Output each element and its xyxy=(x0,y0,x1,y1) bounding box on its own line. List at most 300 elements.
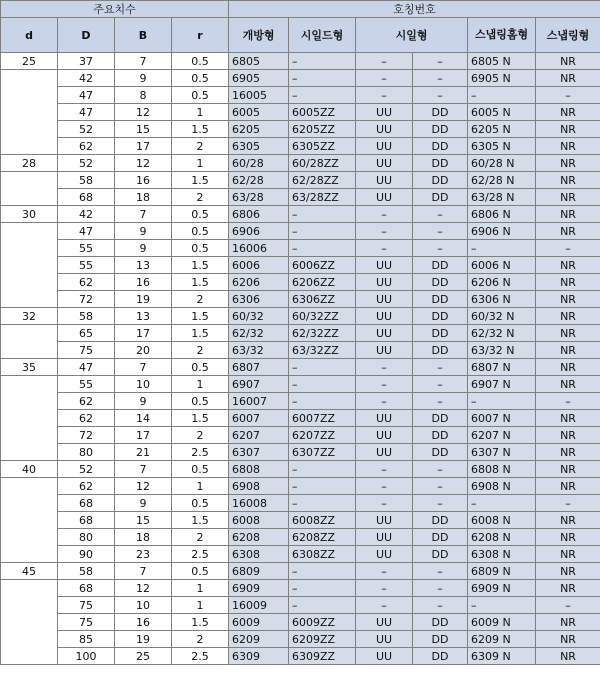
col-header-B: B xyxy=(115,18,172,53)
table-row xyxy=(1,546,600,563)
table-row xyxy=(1,410,600,427)
cell-snap-groove: 60/28 N xyxy=(468,155,536,172)
cell-seal-dd: DD xyxy=(413,648,468,665)
cell-B: 7 xyxy=(115,53,172,70)
cell-snap-ring: NR xyxy=(536,274,600,291)
cell-D: 75 xyxy=(58,614,115,631)
cell-seal-dd: – xyxy=(413,580,468,597)
cell-seal-uu: – xyxy=(356,87,413,104)
table-row xyxy=(1,155,600,172)
cell-D: 52 xyxy=(58,155,115,172)
cell-D: 62 xyxy=(58,478,115,495)
cell-B: 16 xyxy=(115,172,172,189)
cell-seal-dd: DD xyxy=(413,427,468,444)
cell-r: 2 xyxy=(172,631,229,648)
cell-shield: 63/28ZZ xyxy=(289,189,356,206)
table-row xyxy=(1,291,600,308)
cell-seal-dd: – xyxy=(413,53,468,70)
cell-open: 6905 xyxy=(229,70,289,87)
cell-open: 63/32 xyxy=(229,342,289,359)
cell-snap-groove: 6008 N xyxy=(468,512,536,529)
cell-seal-dd: DD xyxy=(413,546,468,563)
cell-seal-uu: – xyxy=(356,478,413,495)
cell-open: 6007 xyxy=(229,410,289,427)
cell-seal-uu: – xyxy=(356,580,413,597)
cell-shield: – xyxy=(289,206,356,223)
cell-snap-ring: NR xyxy=(536,53,600,70)
cell-seal-dd: – xyxy=(413,495,468,512)
cell-r: 1 xyxy=(172,376,229,393)
cell-open: 16006 xyxy=(229,240,289,257)
cell-shield: – xyxy=(289,70,356,87)
cell-snap-ring: NR xyxy=(536,257,600,274)
cell-seal-dd: DD xyxy=(413,308,468,325)
cell-B: 8 xyxy=(115,87,172,104)
cell-r: 1.5 xyxy=(172,325,229,342)
cell-seal-uu: UU xyxy=(356,308,413,325)
cell-snap-ring: NR xyxy=(536,155,600,172)
cell-D: 68 xyxy=(58,580,115,597)
cell-D: 100 xyxy=(58,648,115,665)
cell-seal-dd: – xyxy=(413,87,468,104)
cell-seal-dd: DD xyxy=(413,512,468,529)
cell-B: 9 xyxy=(115,495,172,512)
cell-shield: 62/32ZZ xyxy=(289,325,356,342)
cell-D: 68 xyxy=(58,189,115,206)
cell-r: 2 xyxy=(172,529,229,546)
cell-B: 13 xyxy=(115,257,172,274)
cell-snap-groove: – xyxy=(468,240,536,257)
header-group-row xyxy=(1,1,600,18)
cell-B: 18 xyxy=(115,529,172,546)
cell-r: 2 xyxy=(172,342,229,359)
cell-D: 72 xyxy=(58,427,115,444)
col-header-seal: 시일형 xyxy=(356,18,468,53)
cell-D: 62 xyxy=(58,274,115,291)
cell-snap-ring: – xyxy=(536,393,600,410)
cell-d: 40 xyxy=(1,461,58,478)
cell-seal-uu: UU xyxy=(356,427,413,444)
cell-open: 6807 xyxy=(229,359,289,376)
cell-D: 58 xyxy=(58,172,115,189)
cell-snap-groove: 63/28 N xyxy=(468,189,536,206)
cell-open: 6205 xyxy=(229,121,289,138)
table-row xyxy=(1,138,600,155)
cell-r: 2 xyxy=(172,138,229,155)
cell-snap-groove: 62/32 N xyxy=(468,325,536,342)
cell-seal-dd: – xyxy=(413,376,468,393)
cell-d: 32 xyxy=(1,308,58,325)
cell-r: 0.5 xyxy=(172,53,229,70)
table-row xyxy=(1,240,600,257)
cell-shield: – xyxy=(289,563,356,580)
cell-B: 10 xyxy=(115,376,172,393)
cell-seal-uu: UU xyxy=(356,444,413,461)
cell-r: 1.5 xyxy=(172,121,229,138)
cell-B: 15 xyxy=(115,512,172,529)
cell-D: 62 xyxy=(58,393,115,410)
cell-snap-ring: NR xyxy=(536,444,600,461)
cell-snap-groove: 6305 N xyxy=(468,138,536,155)
cell-B: 19 xyxy=(115,631,172,648)
cell-seal-uu: – xyxy=(356,597,413,614)
cell-B: 12 xyxy=(115,478,172,495)
cell-seal-dd: DD xyxy=(413,274,468,291)
cell-seal-uu: UU xyxy=(356,274,413,291)
cell-open: 60/28 xyxy=(229,155,289,172)
cell-B: 14 xyxy=(115,410,172,427)
cell-open: 6308 xyxy=(229,546,289,563)
cell-B: 25 xyxy=(115,648,172,665)
cell-shield: – xyxy=(289,580,356,597)
cell-open: 6009 xyxy=(229,614,289,631)
cell-D: 90 xyxy=(58,546,115,563)
cell-B: 12 xyxy=(115,155,172,172)
cell-D: 75 xyxy=(58,342,115,359)
cell-r: 0.5 xyxy=(172,87,229,104)
cell-shield: 6208ZZ xyxy=(289,529,356,546)
cell-shield: 6205ZZ xyxy=(289,121,356,138)
cell-open: 63/28 xyxy=(229,189,289,206)
cell-snap-ring: NR xyxy=(536,206,600,223)
cell-seal-dd: DD xyxy=(413,155,468,172)
cell-B: 9 xyxy=(115,70,172,87)
cell-snap-groove: 6908 N xyxy=(468,478,536,495)
cell-B: 9 xyxy=(115,240,172,257)
cell-snap-ring: NR xyxy=(536,138,600,155)
cell-D: 47 xyxy=(58,87,115,104)
cell-B: 17 xyxy=(115,427,172,444)
cell-B: 7 xyxy=(115,359,172,376)
cell-seal-uu: – xyxy=(356,495,413,512)
cell-snap-groove: 6009 N xyxy=(468,614,536,631)
cell-B: 9 xyxy=(115,223,172,240)
cell-open: 6005 xyxy=(229,104,289,121)
cell-r: 2 xyxy=(172,189,229,206)
table-row xyxy=(1,495,600,512)
table-row xyxy=(1,274,600,291)
cell-snap-groove: 6208 N xyxy=(468,529,536,546)
table-row xyxy=(1,529,600,546)
cell-shield: 6007ZZ xyxy=(289,410,356,427)
cell-D: 72 xyxy=(58,291,115,308)
table-row xyxy=(1,359,600,376)
cell-D: 80 xyxy=(58,444,115,461)
cell-seal-uu: – xyxy=(356,240,413,257)
cell-snap-ring: NR xyxy=(536,172,600,189)
cell-seal-dd: DD xyxy=(413,257,468,274)
cell-snap-ring: NR xyxy=(536,342,600,359)
cell-shield: 63/32ZZ xyxy=(289,342,356,359)
cell-r: 1.5 xyxy=(172,257,229,274)
cell-D: 80 xyxy=(58,529,115,546)
cell-D: 85 xyxy=(58,631,115,648)
cell-snap-groove: 6005 N xyxy=(468,104,536,121)
cell-B: 21 xyxy=(115,444,172,461)
table-row xyxy=(1,223,600,240)
cell-seal-dd: DD xyxy=(413,444,468,461)
cell-seal-uu: UU xyxy=(356,631,413,648)
cell-d-empty xyxy=(1,172,58,206)
cell-shield: 6306ZZ xyxy=(289,291,356,308)
cell-snap-ring: NR xyxy=(536,563,600,580)
cell-open: 6906 xyxy=(229,223,289,240)
cell-snap-groove: – xyxy=(468,597,536,614)
table-row xyxy=(1,257,600,274)
cell-seal-dd: – xyxy=(413,240,468,257)
table-row xyxy=(1,461,600,478)
cell-snap-ring: NR xyxy=(536,70,600,87)
cell-seal-dd: DD xyxy=(413,189,468,206)
cell-D: 42 xyxy=(58,206,115,223)
cell-seal-dd: DD xyxy=(413,291,468,308)
cell-B: 16 xyxy=(115,614,172,631)
cell-r: 1.5 xyxy=(172,274,229,291)
cell-seal-dd: – xyxy=(413,70,468,87)
cell-shield: 6309ZZ xyxy=(289,648,356,665)
cell-D: 62 xyxy=(58,138,115,155)
cell-shield: – xyxy=(289,376,356,393)
cell-r: 1.5 xyxy=(172,614,229,631)
cell-shield: – xyxy=(289,597,356,614)
cell-open: 6006 xyxy=(229,257,289,274)
cell-open: 6805 xyxy=(229,53,289,70)
cell-seal-dd: – xyxy=(413,393,468,410)
cell-B: 23 xyxy=(115,546,172,563)
cell-shield: – xyxy=(289,393,356,410)
cell-B: 17 xyxy=(115,138,172,155)
cell-r: 0.5 xyxy=(172,393,229,410)
cell-d-empty xyxy=(1,376,58,461)
cell-seal-uu: – xyxy=(356,223,413,240)
col-header-snap-ring: 스냅링형 xyxy=(536,18,600,53)
cell-snap-ring: NR xyxy=(536,121,600,138)
cell-D: 55 xyxy=(58,376,115,393)
cell-B: 7 xyxy=(115,206,172,223)
cell-open: 6208 xyxy=(229,529,289,546)
cell-shield: 60/28ZZ xyxy=(289,155,356,172)
cell-d: 45 xyxy=(1,563,58,580)
cell-snap-ring: NR xyxy=(536,461,600,478)
cell-seal-dd: DD xyxy=(413,172,468,189)
cell-shield: 6206ZZ xyxy=(289,274,356,291)
header-column-row xyxy=(1,18,600,53)
cell-shield: 6009ZZ xyxy=(289,614,356,631)
cell-snap-groove: – xyxy=(468,393,536,410)
cell-seal-dd: DD xyxy=(413,614,468,631)
cell-snap-ring: NR xyxy=(536,189,600,206)
cell-open: 16009 xyxy=(229,597,289,614)
cell-open: 62/28 xyxy=(229,172,289,189)
cell-B: 12 xyxy=(115,104,172,121)
cell-shield: 6305ZZ xyxy=(289,138,356,155)
cell-D: 55 xyxy=(58,240,115,257)
table-row xyxy=(1,121,600,138)
cell-snap-ring: NR xyxy=(536,291,600,308)
cell-snap-ring: NR xyxy=(536,376,600,393)
cell-seal-uu: UU xyxy=(356,342,413,359)
cell-snap-groove: 6309 N xyxy=(468,648,536,665)
cell-seal-dd: DD xyxy=(413,342,468,359)
cell-r: 0.5 xyxy=(172,240,229,257)
cell-snap-groove: 63/32 N xyxy=(468,342,536,359)
cell-shield: – xyxy=(289,478,356,495)
cell-r: 0.5 xyxy=(172,206,229,223)
table-row xyxy=(1,104,600,121)
cell-snap-groove: 6306 N xyxy=(468,291,536,308)
cell-seal-dd: DD xyxy=(413,104,468,121)
cell-open: 6008 xyxy=(229,512,289,529)
cell-snap-ring: – xyxy=(536,597,600,614)
table-row xyxy=(1,478,600,495)
cell-seal-uu: UU xyxy=(356,189,413,206)
table-row xyxy=(1,427,600,444)
table-row xyxy=(1,87,600,104)
cell-open: 6305 xyxy=(229,138,289,155)
col-header-D: D xyxy=(58,18,115,53)
cell-snap-groove: 6205 N xyxy=(468,121,536,138)
cell-seal-dd: DD xyxy=(413,325,468,342)
cell-seal-uu: UU xyxy=(356,155,413,172)
table-row xyxy=(1,308,600,325)
col-header-shield: 시일드형 xyxy=(289,18,356,53)
table-row xyxy=(1,597,600,614)
cell-seal-uu: UU xyxy=(356,546,413,563)
table-row xyxy=(1,172,600,189)
cell-D: 58 xyxy=(58,308,115,325)
cell-snap-ring: NR xyxy=(536,478,600,495)
cell-shield: – xyxy=(289,240,356,257)
cell-snap-groove: 6905 N xyxy=(468,70,536,87)
cell-snap-groove: 62/28 N xyxy=(468,172,536,189)
cell-r: 1.5 xyxy=(172,410,229,427)
cell-d-empty xyxy=(1,223,58,308)
cell-r: 1.5 xyxy=(172,308,229,325)
cell-snap-ring: NR xyxy=(536,648,600,665)
cell-snap-ring: NR xyxy=(536,512,600,529)
cell-snap-groove: 6307 N xyxy=(468,444,536,461)
cell-shield: – xyxy=(289,53,356,70)
cell-shield: 62/28ZZ xyxy=(289,172,356,189)
cell-snap-groove: 6209 N xyxy=(468,631,536,648)
table-row xyxy=(1,325,600,342)
cell-seal-uu: UU xyxy=(356,410,413,427)
cell-seal-dd: – xyxy=(413,223,468,240)
table-row xyxy=(1,189,600,206)
cell-open: 60/32 xyxy=(229,308,289,325)
cell-shield: 6308ZZ xyxy=(289,546,356,563)
cell-snap-ring: NR xyxy=(536,427,600,444)
cell-open: 6206 xyxy=(229,274,289,291)
col-header-d: d xyxy=(1,18,58,53)
cell-shield: 6008ZZ xyxy=(289,512,356,529)
cell-r: 0.5 xyxy=(172,70,229,87)
cell-r: 0.5 xyxy=(172,563,229,580)
cell-D: 52 xyxy=(58,461,115,478)
cell-snap-ring: NR xyxy=(536,631,600,648)
cell-seal-uu: UU xyxy=(356,291,413,308)
cell-snap-ring: NR xyxy=(536,223,600,240)
cell-D: 75 xyxy=(58,597,115,614)
cell-r: 0.5 xyxy=(172,495,229,512)
header-main-dimensions: 주요치수 xyxy=(1,1,229,18)
col-header-r: r xyxy=(172,18,229,53)
table-row xyxy=(1,563,600,580)
cell-r: 2.5 xyxy=(172,444,229,461)
cell-open: 6307 xyxy=(229,444,289,461)
cell-open: 6309 xyxy=(229,648,289,665)
cell-seal-uu: UU xyxy=(356,172,413,189)
cell-B: 20 xyxy=(115,342,172,359)
table-row xyxy=(1,53,600,70)
cell-snap-ring: NR xyxy=(536,359,600,376)
cell-B: 7 xyxy=(115,461,172,478)
cell-seal-uu: UU xyxy=(356,121,413,138)
cell-seal-dd: – xyxy=(413,359,468,376)
cell-snap-groove: 6906 N xyxy=(468,223,536,240)
cell-shield: 6207ZZ xyxy=(289,427,356,444)
cell-r: 1 xyxy=(172,478,229,495)
cell-seal-uu: – xyxy=(356,376,413,393)
cell-r: 1.5 xyxy=(172,172,229,189)
cell-seal-uu: UU xyxy=(356,138,413,155)
cell-open: 6306 xyxy=(229,291,289,308)
cell-seal-dd: DD xyxy=(413,138,468,155)
cell-seal-uu: – xyxy=(356,359,413,376)
cell-d: 28 xyxy=(1,155,58,172)
table-row xyxy=(1,393,600,410)
cell-snap-groove: 6308 N xyxy=(468,546,536,563)
cell-open: 6808 xyxy=(229,461,289,478)
table-row xyxy=(1,631,600,648)
table-row xyxy=(1,512,600,529)
cell-snap-ring: NR xyxy=(536,614,600,631)
cell-shield: – xyxy=(289,87,356,104)
cell-shield: – xyxy=(289,359,356,376)
cell-shield: 6307ZZ xyxy=(289,444,356,461)
cell-B: 7 xyxy=(115,563,172,580)
cell-D: 47 xyxy=(58,223,115,240)
cell-seal-dd: – xyxy=(413,563,468,580)
cell-D: 47 xyxy=(58,359,115,376)
cell-seal-uu: – xyxy=(356,70,413,87)
cell-seal-uu: UU xyxy=(356,325,413,342)
cell-seal-uu: – xyxy=(356,461,413,478)
cell-snap-ring: NR xyxy=(536,308,600,325)
cell-d-empty xyxy=(1,325,58,359)
cell-seal-uu: UU xyxy=(356,648,413,665)
cell-seal-uu: UU xyxy=(356,104,413,121)
cell-snap-ring: – xyxy=(536,87,600,104)
cell-r: 2.5 xyxy=(172,648,229,665)
cell-D: 68 xyxy=(58,512,115,529)
cell-snap-ring: – xyxy=(536,240,600,257)
cell-seal-uu: – xyxy=(356,393,413,410)
cell-D: 52 xyxy=(58,121,115,138)
table-row xyxy=(1,376,600,393)
cell-r: 1 xyxy=(172,597,229,614)
cell-r: 1 xyxy=(172,104,229,121)
cell-r: 1.5 xyxy=(172,512,229,529)
col-header-open: 개방형 xyxy=(229,18,289,53)
cell-snap-groove: 6805 N xyxy=(468,53,536,70)
cell-d: 25 xyxy=(1,53,58,70)
cell-r: 0.5 xyxy=(172,461,229,478)
cell-D: 65 xyxy=(58,325,115,342)
cell-D: 42 xyxy=(58,70,115,87)
table-row xyxy=(1,342,600,359)
cell-D: 58 xyxy=(58,563,115,580)
